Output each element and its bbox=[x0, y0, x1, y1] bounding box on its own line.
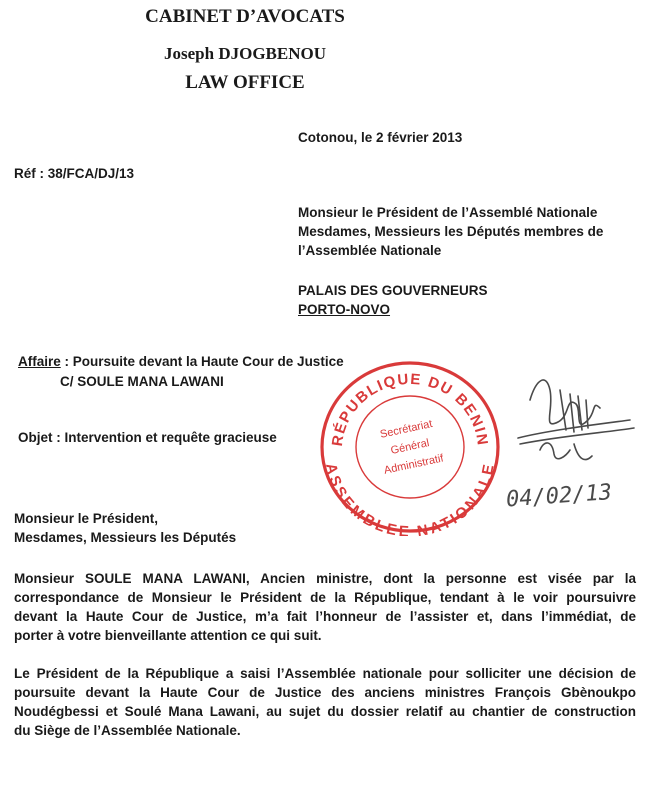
paragraph-line: correspondance de Monsieur le Président de la République, tendant à le voir poursuivre bbox=[14, 590, 636, 605]
stamp-bottom-text: ASSEMBLEE NATIONALE bbox=[322, 461, 498, 536]
salutation-line-2: Mesdames, Messieurs les Députés bbox=[14, 530, 237, 545]
affaire-text: : Poursuite devant la Haute Cour de Justice bbox=[60, 354, 344, 369]
objet-line: Objet : Intervention et requête gracieuse bbox=[18, 430, 277, 445]
salutation-line-1: Monsieur le Président, bbox=[14, 511, 159, 526]
paragraph-line: Le Président de la République a saisi l’Assemblée nationale pour solliciter une décision de bbox=[14, 666, 636, 681]
stamp-inner-2: Général bbox=[389, 437, 431, 457]
affaire-line bbox=[18, 354, 344, 369]
affaire-line-2: C/ SOULE MANA LAWANI bbox=[60, 374, 224, 389]
paragraph-line: devant la Haute Cour de Justice, m’a fait l’honneur de l’assister et, dans l’immédiat, de bbox=[14, 609, 636, 624]
stamp-top-text: RÉPUBLIQUE DU BENIN bbox=[328, 370, 492, 448]
recipient-line-3: l’Assemblée Nationale bbox=[298, 243, 442, 258]
assembly-stamp bbox=[316, 358, 504, 536]
recipient-city: PORTO-NOVO bbox=[298, 302, 391, 317]
paragraph-line: Monsieur SOULE MANA LAWANI, Ancien ministre, dont la personne est visée par la bbox=[14, 571, 636, 586]
lawyer-name: Joseph DJOGBENOU bbox=[164, 44, 326, 63]
firm-title: CABINET D’AVOCATS bbox=[145, 6, 345, 27]
letter-date: Cotonou, le 2 février 2013 bbox=[298, 130, 463, 145]
recipient-line-2: Mesdames, Messieurs les Députés membres de bbox=[298, 224, 604, 239]
paragraph-line: porter à votre bienveillante attention ce qui suit. bbox=[14, 628, 322, 643]
reference: Réf : 38/FCA/DJ/13 bbox=[14, 166, 135, 181]
affaire-label: Affaire bbox=[18, 354, 61, 369]
recipient-place: PALAIS DES GOUVERNEURS bbox=[298, 283, 488, 298]
paragraph-line: Noudégbessi et Soulé Mana Lawani, au sujet du dossier relatif au chantier de construction bbox=[14, 704, 636, 719]
paragraph-line: du Siège de l’Assemblée Nationale. bbox=[14, 723, 241, 738]
paragraph-line: poursuite devant la Haute Cour de Justice des anciens ministres François Gbènoukpo bbox=[14, 685, 636, 700]
office-title: LAW OFFICE bbox=[185, 72, 305, 93]
handwritten-signature bbox=[500, 360, 648, 520]
stamp-inner-3: Administratif bbox=[382, 452, 445, 477]
signature-date: 04/02/13 bbox=[505, 480, 613, 513]
recipient-line-1: Monsieur le Président de l’Assemblé Nationale bbox=[298, 205, 598, 220]
paragraph-2 bbox=[14, 664, 636, 740]
paragraph-1 bbox=[14, 569, 636, 645]
stamp-inner-1: Secrétariat bbox=[378, 417, 434, 441]
